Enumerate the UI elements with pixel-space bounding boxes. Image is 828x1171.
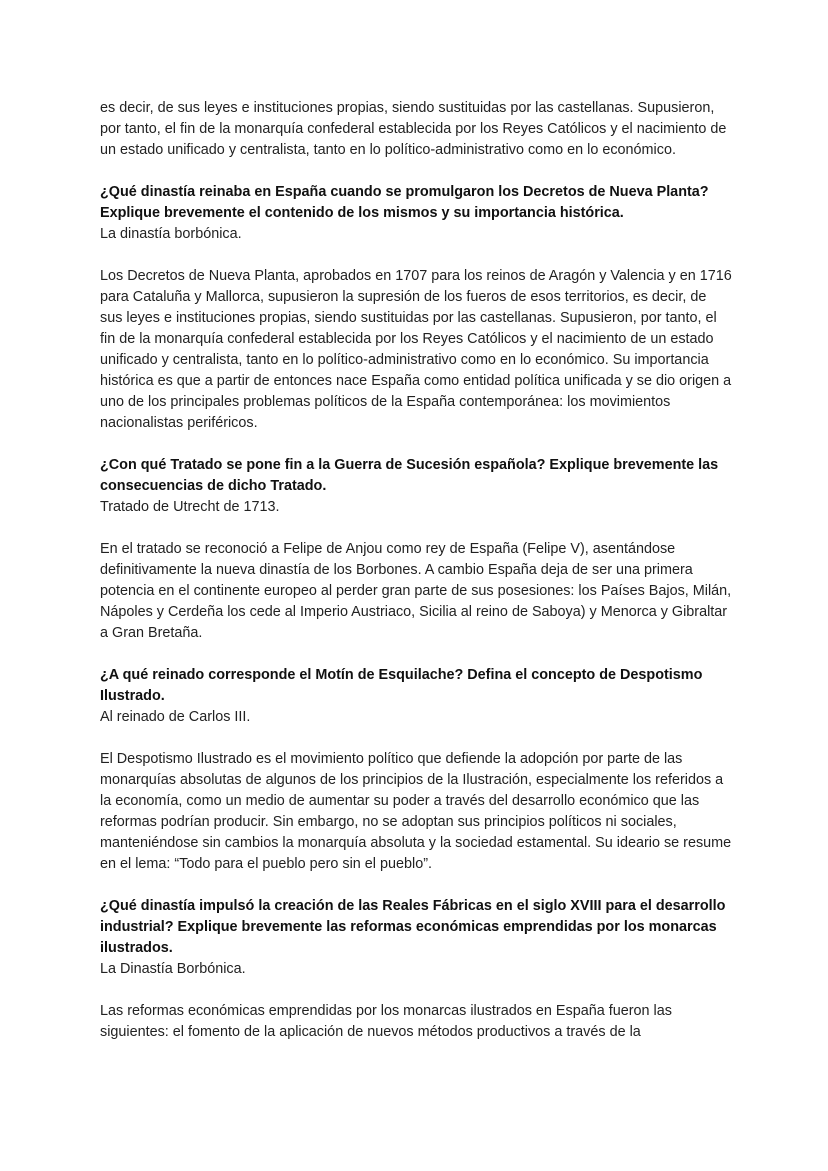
answer-paragraph: El Despotismo Ilustrado es el movimiento político que defiende la adopción por parte de las monarquías absolutas de algunos de los principios de la Ilustración, especialmente los referidos a la economía, como un medio de aumentar su poder a través del desarrollo económico que las reformas podrían producir. Sin embargo, no se adoptan sus principios políticos ni sociales, manteniéndose sin cambios la monarquía absoluta y la sociedad estamental. Su ideario se resume en el lema: “Todo para el pueblo pero sin el pueblo”. xyxy=(100,751,732,872)
short-answer: Al reinado de Carlos III. xyxy=(100,709,251,725)
answer-paragraph: En el tratado se reconoció a Felipe de Anjou como rey de España (Felipe V), asentándose definitivamente la nueva dinastía de los Borbones. A cambio España deja de ser una primera potencia en el continente europeo al perder gran parte de sus posesiones: los Países Bajos, Milán, Nápoles y Cerdeña los cede al Imperio Austriaco, Sicilia al reino de Saboya) y Menorca y Gibraltar a Gran Bretaña. xyxy=(100,541,732,641)
question-heading: ¿Qué dinastía reinaba en España cuando se promulgaron los Decretos de Nueva Planta? Explique brevemente el contenido de los mismos y su importancia histórica. xyxy=(100,184,709,221)
short-answer: Tratado de Utrecht de 1713. xyxy=(100,499,280,515)
document-content xyxy=(100,98,732,1064)
section-reales-fabricas xyxy=(100,896,732,1043)
short-answer: La dinastía borbónica. xyxy=(100,226,242,242)
question-heading: ¿Con qué Tratado se pone fin a la Guerra de Sucesión española? Explique brevemente las consecuencias de dicho Tratado. xyxy=(100,457,719,494)
answer-paragraph: Los Decretos de Nueva Planta, aprobados en 1707 para los reinos de Aragón y Valencia y en 1716 para Cataluña y Mallorca, supusieron la supresión de los fueros de esos territorios, es decir, de sus leyes e instituciones propias, siendo sustituidas por las castellanas. Supusieron, por tanto, el fin de la monarquía confederal establecida por los Reyes Católicos y el nacimiento de un estado unificado y centralista, tanto en lo político-administrativo como en lo económico. Su importancia histórica es que a partir de entonces nace España como entidad política unificada y se dio origen a uno de los principales problemas políticos de la España contemporánea: los movimientos nacionalistas periféricos. xyxy=(100,268,732,431)
section-esquilache xyxy=(100,665,732,875)
short-answer: La Dinastía Borbónica. xyxy=(100,961,246,977)
intro-paragraph: es decir, de sus leyes e instituciones propias, siendo sustituidas por las castellanas. Supusieron, por tanto, el fin de la monarquía confederal establecida por los Reyes Católicos y el nacimiento de un estado unificado y centralista, tanto en lo político-administrativo como en lo económico. xyxy=(100,100,727,158)
section-nueva-planta xyxy=(100,182,732,434)
answer-paragraph: Las reformas económicas emprendidas por los monarcas ilustrados en España fueron las siguientes: el fomento de la aplicación de nuevos métodos productivos a través de la xyxy=(100,1003,672,1040)
section-utrecht xyxy=(100,455,732,644)
question-heading: ¿A qué reinado corresponde el Motín de Esquilache? Defina el concepto de Despotismo Ilustrado. xyxy=(100,667,703,704)
question-heading: ¿Qué dinastía impulsó la creación de las Reales Fábricas en el siglo XVIII para el desarrollo industrial? Explique brevemente las reformas económicas emprendidas por los monarcas ilustrados. xyxy=(100,898,726,956)
